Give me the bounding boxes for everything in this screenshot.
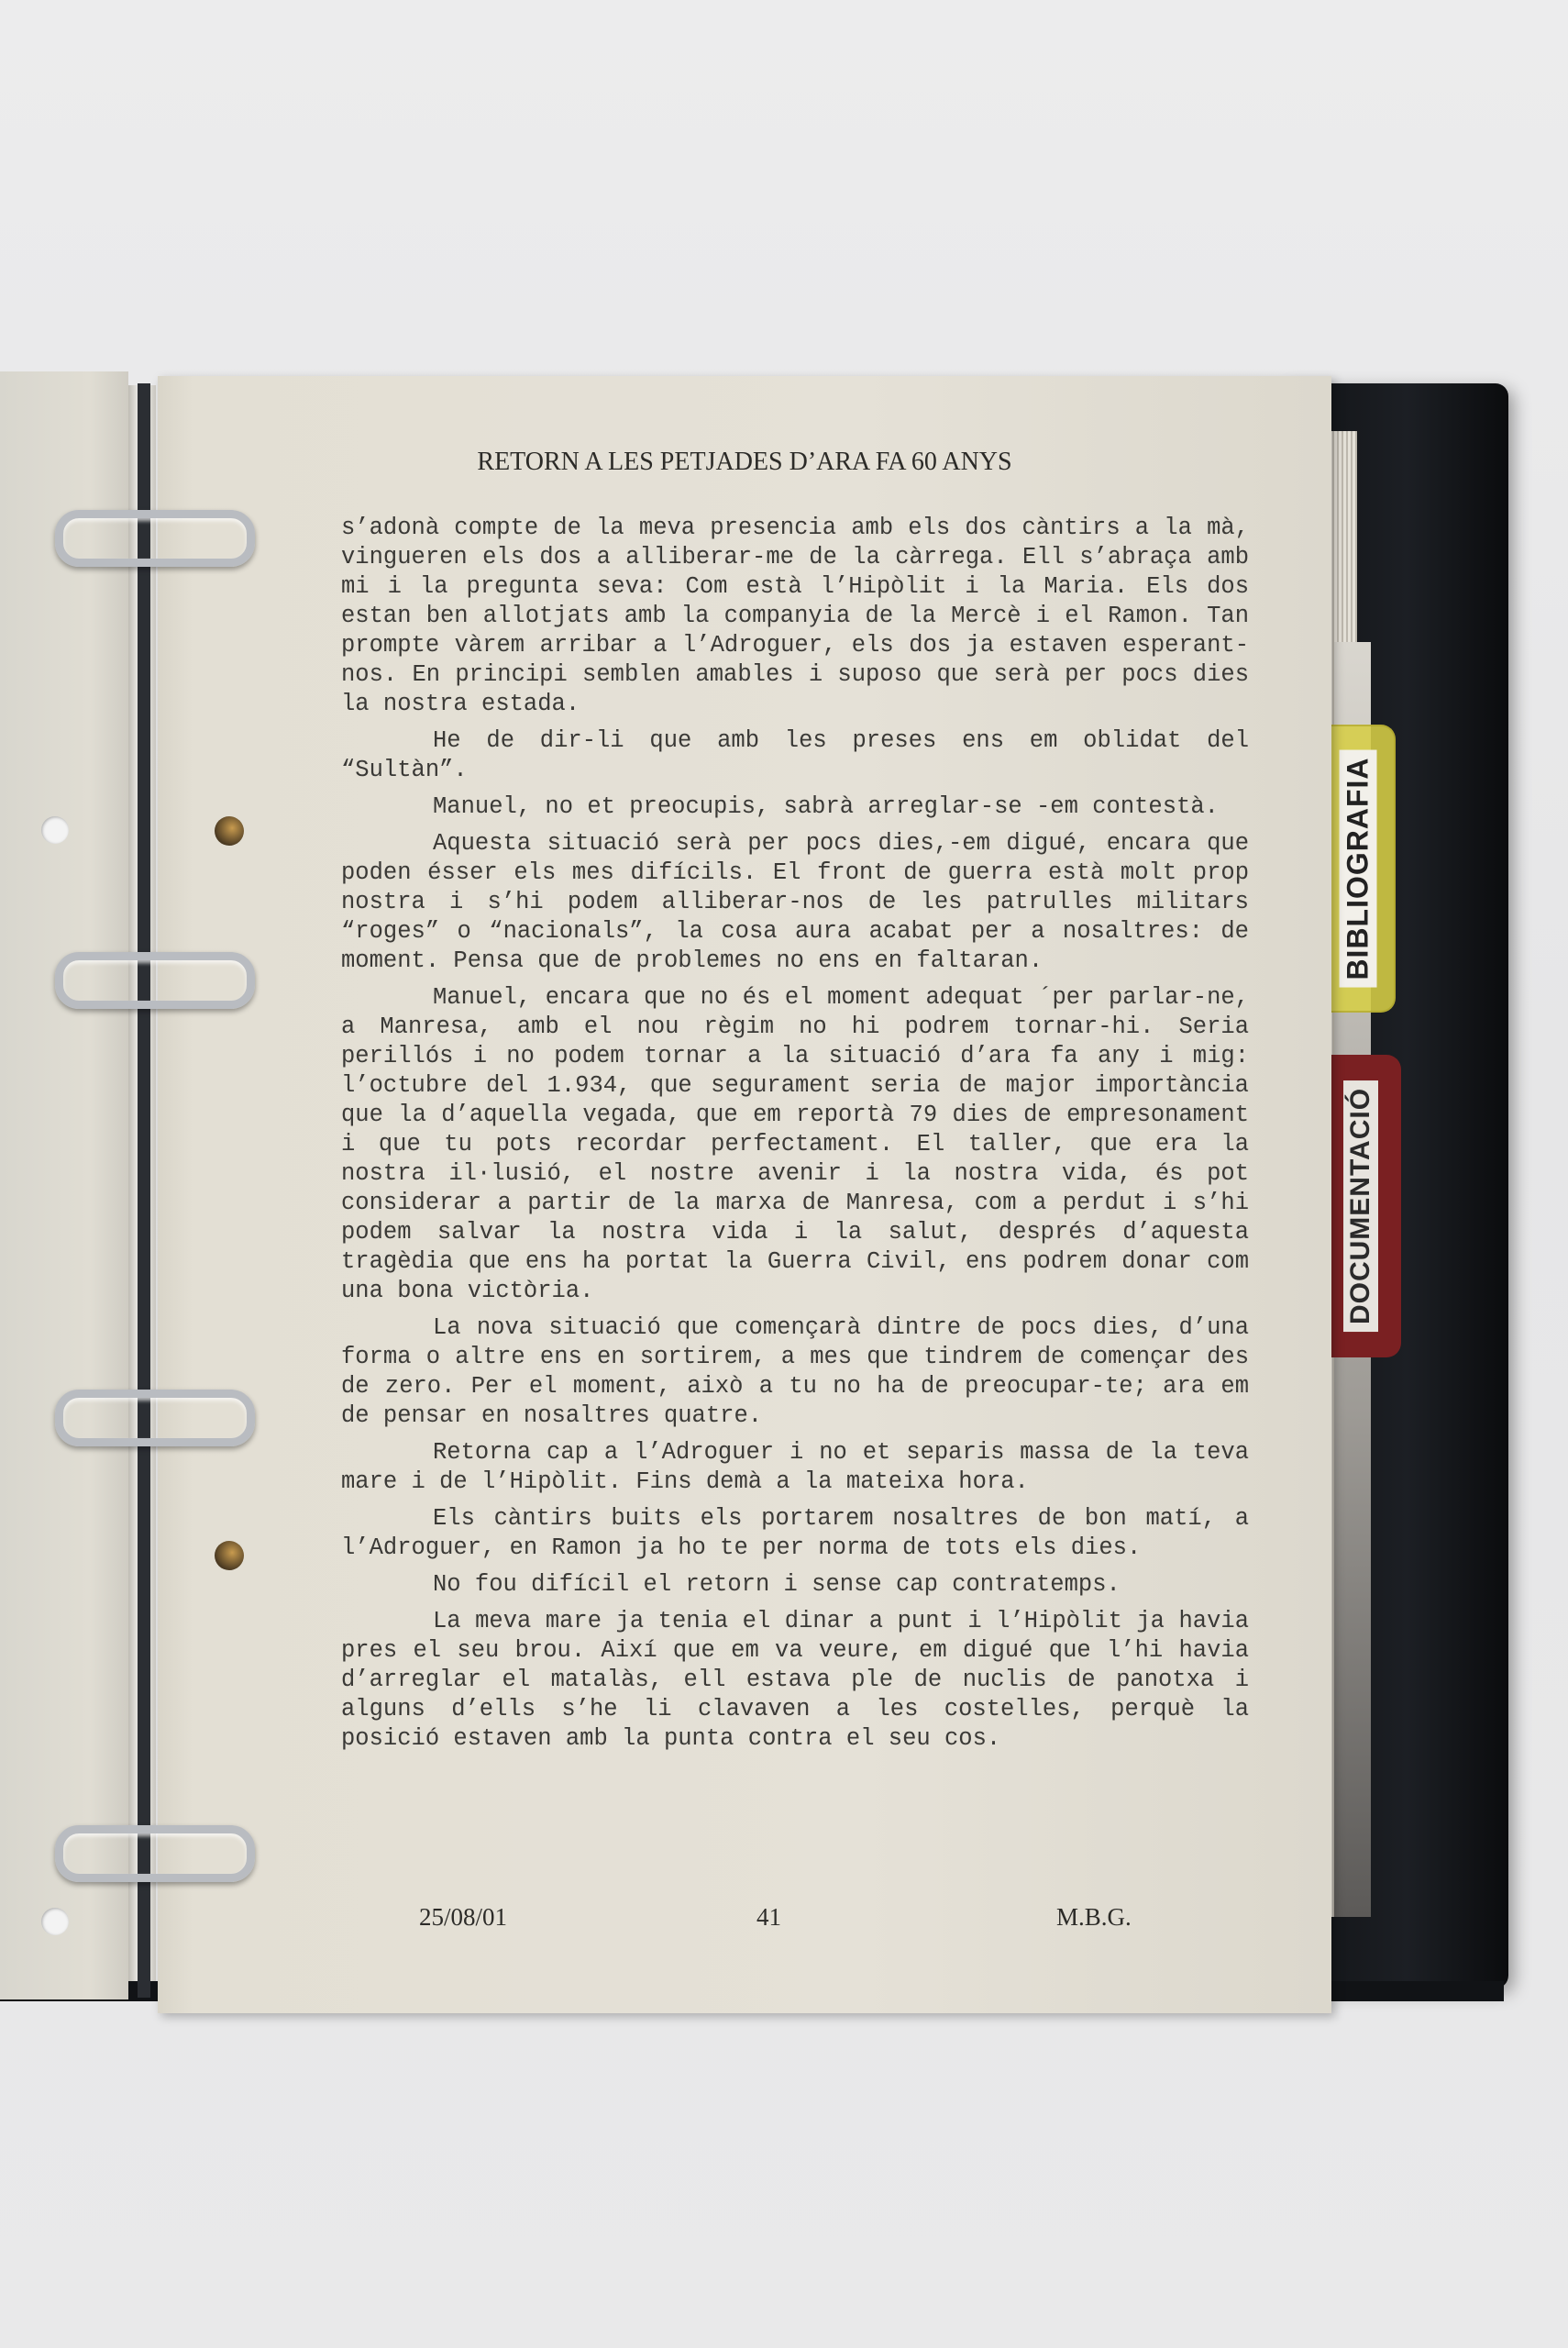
page-body: [341, 514, 1249, 1761]
body-paragraph: Els càntirs buits els portarem nosaltres de bon matí, a l’Adroguer, en Ramon ja ho te per norma de tots els dies.: [341, 1505, 1249, 1561]
divider-tab-documentacio[interactable]: [1320, 1055, 1401, 1357]
body-paragraph: Manuel, encara que no és el moment adequat ´per parlar-ne, a Manresa, amb el nou règim no hi podrem tornar-hi. Seria perillós i no podem tornar a la situació d’ara fa any i mig: l’octubre del 1.934, que segurament seria de major importància que la d’aquella vegada, que em reportà 79 dies de empresonament i que tu pots recordar perfectament. El taller, que era la nostra il·lusió, el nostre avenir i la nostra vida, és pot considerar a partir de la marxa de Manresa, com a perdut i s’hi podem salvar la nostra vida i la salut, després d’aquesta tragèdia que ens ha portat la Guerra Civil, ens podrem donar com una bona victòria.: [341, 984, 1249, 1304]
page-number: 41: [756, 1903, 781, 1931]
binder-ring: [55, 1390, 255, 1446]
body-paragraph: Retorna cap a l’Adroguer i no et separis massa de la teva mare i de l’Hipòlit. Fins demà a la mateixa hora.: [341, 1439, 1249, 1495]
page-footer: [158, 1903, 1331, 1940]
body-paragraph: Manuel, no et preocupis, sabrà arreglar-se -em contestà.: [433, 793, 1219, 820]
document-page: [158, 376, 1331, 2013]
binder-ring: [55, 1825, 255, 1882]
left-page: [0, 371, 128, 1999]
body-paragraph: No fou difícil el retorn i sense cap contratemps.: [433, 1571, 1121, 1598]
binder-ring: [55, 510, 255, 567]
punch-hole: [41, 1908, 69, 1935]
tab-label-bibliografia: BIBLIOGRAFIA: [1340, 749, 1377, 987]
divider-tab-bibliografia[interactable]: [1320, 725, 1396, 1013]
body-paragraph: La meva mare ja tenia el dinar a punt i l’Hipòlit ja havia pres el seu brou. Així que em va veure, em digué que l’hi havia d’arreglar el matalàs, ell estava ple de nuclis de panotxa i alguns d’ells s’he li clavaven a les costelles, perquè la posició estaven amb la punta contra el seu cos.: [341, 1608, 1249, 1752]
punch-hole: [215, 1541, 244, 1570]
body-paragraph: La nova situació que començarà dintre de pocs dies, d’una forma o altre ens en sortirem, a mes que tindrem de començar des de zero. Per el moment, això a tu no ha de preocupar-te; ara em de pensar en nosaltres quatre.: [341, 1314, 1249, 1429]
body-paragraph: He de dir-li que amb les preses ens em oblidat del “Sultàn”.: [341, 727, 1249, 783]
punch-hole: [215, 816, 244, 846]
tab-label-documentacio: DOCUMENTACIÓ: [1343, 1080, 1378, 1332]
punch-hole: [41, 816, 69, 844]
running-title: RETORN A LES PETJADES D’ARA FA 60 ANYS: [477, 448, 1012, 476]
body-paragraph: Aquesta situació serà per pocs dies,-em digué, encara que poden ésser els mes difícils. El front de guerra està molt prop nostra i s’hi podem alliberar-nos de les patrulles militars “roges” o “nacionals”, la cosa aura acabat per a nosaltres: de moment. Pensa que de problemes no ens en faltaran.: [341, 830, 1249, 974]
binder-ring: [55, 952, 255, 1009]
footer-author: M.B.G.: [1056, 1903, 1132, 1931]
body-paragraph: s’adonà compte de la meva presencia amb els dos càntirs a la mà, vingueren els dos a alliberar-me de la càrrega. Ell s’abraça amb mi i la pregunta seva: Com està l’Hipòlit i la Maria. Els dos estan ben allotjats amb la companyia de la Mercè i el Ramon. Tan prompte vàrem arribar a l’Adroguer, els dos ja estaven esperant-nos. En principi semblen amables i suposo que serà per pocs dies la nostra estada.: [341, 515, 1249, 717]
binder-spine: [138, 383, 150, 1998]
footer-date: 25/08/01: [419, 1903, 508, 1931]
